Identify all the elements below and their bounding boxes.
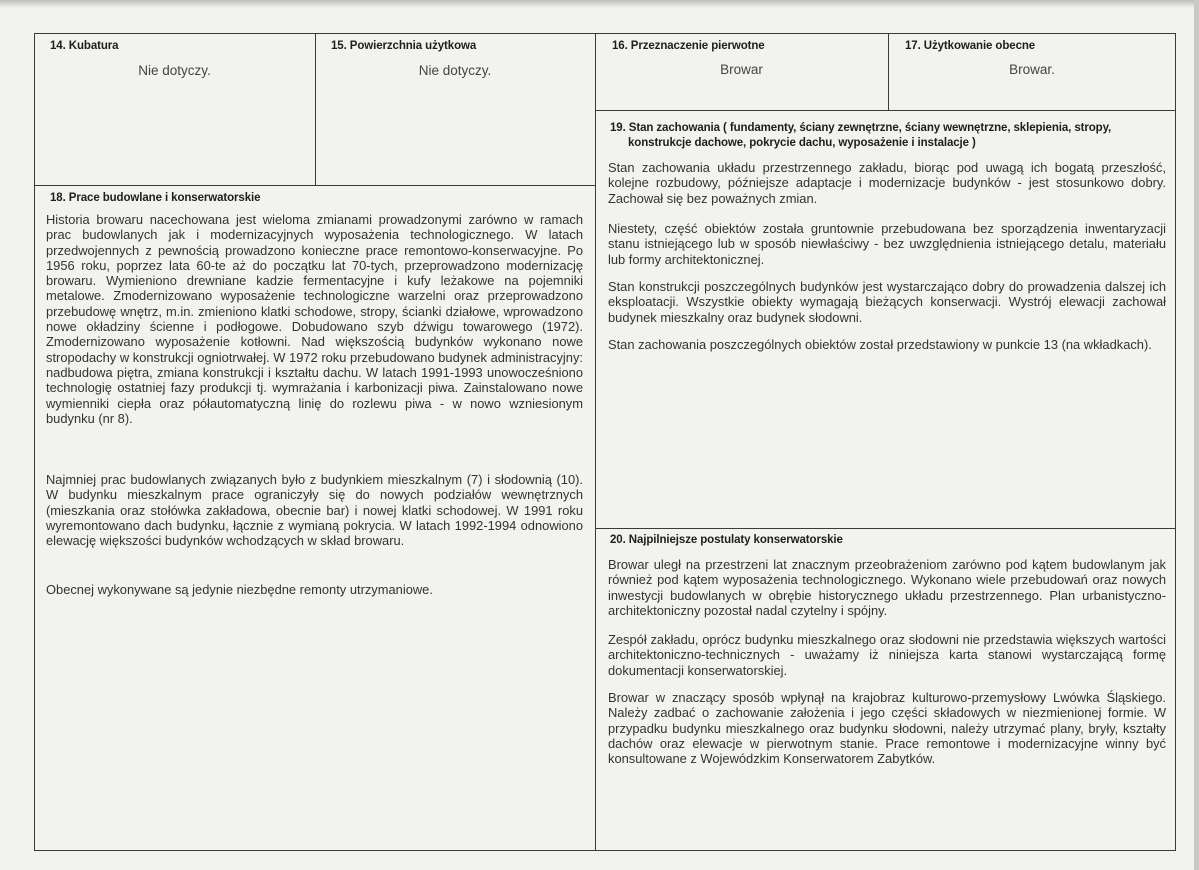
- divider-18: [34, 185, 595, 186]
- scan-edge-top: [0, 0, 1199, 8]
- section-19-title-line-1: 19. Stan zachowania ( fundamenty, ściany zewnętrzne, ściany wewnętrzne, sklepienia, stropy,: [610, 122, 1112, 134]
- divider-top-right: [595, 110, 1176, 111]
- divider-20: [595, 528, 1176, 529]
- section-20-title: 20. Najpilniejsze postulaty konserwatorskie: [610, 534, 843, 546]
- section-19-paragraph-4: Stan zachowania poszczególnych obiektów został przedstawiony w punkcie 13 (na wkładkach).: [608, 337, 1152, 352]
- field-15-value: Nie dotyczy.: [418, 63, 492, 78]
- field-16-value: Browar: [720, 62, 763, 77]
- section-19-title-line-2: konstrukcje dachowe, pokrycie dachu, wyposażenie i instalacje ): [628, 137, 976, 149]
- section-18-paragraph-3: Obecnej wykonywane są jedynie niezbędne remonty utrzymaniowe.: [46, 582, 433, 597]
- section-18-title: 18. Prace budowlane i konserwatorskie: [50, 192, 261, 204]
- section-19-paragraph-1: Stan zachowania układu przestrzennego zakładu, biorąc pod uwagą ich bogatą przeszłość, kolejne rozbudowy, późniejsze adaptacje i modernizacje budynków - jest stosunkowo dobry. Zachował się bez poważnych zmian.: [608, 160, 1166, 206]
- section-18-paragraph-2: Najmniej prac budowlanych związanych było z budynkiem mieszkalnym (7) i słodownią (10). W budynku mieszkalnym prace ograniczyły się do nowych podziałów wewnętrznych (mieszkania oraz stołówka zakładowa, obecnie bar) i nowej klatki schodowej. W 1991 roku wyremontowano dach budynku, łącznie z wymianą pokrycia. W latach 1992-1994 odnowiono elewację większości budynków wchodzących w skład browaru.: [46, 472, 583, 549]
- frame-left-line: [34, 33, 35, 850]
- field-17-value: Browar.: [1009, 62, 1055, 77]
- field-14-value: Nie dotyczy.: [138, 63, 211, 78]
- divider-14-15: [315, 33, 316, 185]
- scan-edge-right: [1194, 0, 1199, 870]
- field-16-label: 16. Przeznaczenie pierwotne: [612, 40, 765, 52]
- section-20-paragraph-2: Zespół zakładu, oprócz budynku mieszkalnego oraz słodowni nie przedstawia większych wartości architektoniczno-technicznych - uważamy iż niniejsza karta stanowi wystarczającą formę dokumentacji konserwatorskiej.: [608, 632, 1166, 678]
- frame-right-line: [1175, 33, 1176, 850]
- section-18-paragraph-1: Historia browaru nacechowana jest wieloma zmianami prowadzonymi zarówno w ramach prac budowlanych jak i modernizacyjnych wyposażenia technologicznego. W latach przedwojennych z pewnością prowadzono konieczne prace remontowo-konserwacyjne. Po 1956 roku, poprzez lata 60-te aż do początku lat 70-tych, przeprowadzono modernizację browaru. Wymieniono drewniane kadzie fermentacyjne i kufy leżakowe na pojemniki metalowe. Zmodernizowano wyposażenie technologiczne warzelni oraz przeprowadzono przebudowę wnętrz, m.in. zmieniono klatki schodowe, stropy, ścianki działowe, wprowadzono nowe okładziny ścienne i podłogowe. Dobudowano szyb dźwigu towarowego (1972). Zmodernizowano wyposażenie kotłowni. Nad większością budynków wykonano nowe stropodachy w konstrukcji ogniotrwałej. W 1972 roku przebudowano budynek administracyjny: nadbudowa piętra, zmiana konstrukcji i kształtu dachu. W latach 1991-1993 unowocześniono technologię ostatniej fazy produkcji tj. wymrażania i karbonizacji piwa. Zainstalowano nowe wymienniki ciepła oraz półautomatyczną linię do rozlewu piwa - w nowo wzniesionym budynku (nr 8).: [46, 212, 583, 426]
- section-20-paragraph-3: Browar w znaczący sposób wpłynął na krajobraz kulturowo-przemysłowy Lwówka Śląskiego. Należy zadbać o zachowanie założenia i jego części składowych w niezmienionej formie. W przypadku budynku mieszkalnego oraz budynku słodowni, należy utrzymać plany, bryły, kształty dachów oraz elewacje w pierwotnym stanie. Prace remontowe i modernizacyjne winny być konsultowane z Wojewódzkim Konserwatorem Zabytków.: [608, 690, 1166, 767]
- frame-bottom-line: [34, 850, 1176, 851]
- frame-top-line: [34, 33, 1176, 34]
- section-19-paragraph-3: Stan konstrukcji poszczególnych budynków jest wystarczająco dobry do prowadzenia dalszej ich eksploatacji. Wszystkie obiekty wymagają bieżących konserwacji. Wystrój elewacji zachował budynek mieszkalny oraz budynek słodowni.: [608, 279, 1166, 325]
- field-17-label: 17. Użytkowanie obecne: [905, 40, 1036, 52]
- section-20-paragraph-1: Browar uległ na przestrzeni lat znacznym przeobrażeniom zarówno pod kątem budowlanym jak również pod kątem wyposażenia technologicznego. Wykonano wiele przebudowań oraz nowych inwestycji budowlanych w obrębie historycznego układu przestrzennego. Plan urbanistyczno-architektoniczny pozostał nadal czytelny i spójny.: [608, 557, 1166, 618]
- field-15-label: 15. Powierzchnia użytkowa: [331, 40, 477, 52]
- section-19-paragraph-2: Niestety, część obiektów została gruntownie przebudowana bez sporządzenia inwentaryzacji stanu istniejącego lub w sposób niewłaściwy - bez uwzględnienia istniejącego detalu, materiału lub formy architektonicznej.: [608, 221, 1166, 267]
- field-14-label: 14. Kubatura: [50, 40, 119, 52]
- divider-center: [595, 33, 596, 850]
